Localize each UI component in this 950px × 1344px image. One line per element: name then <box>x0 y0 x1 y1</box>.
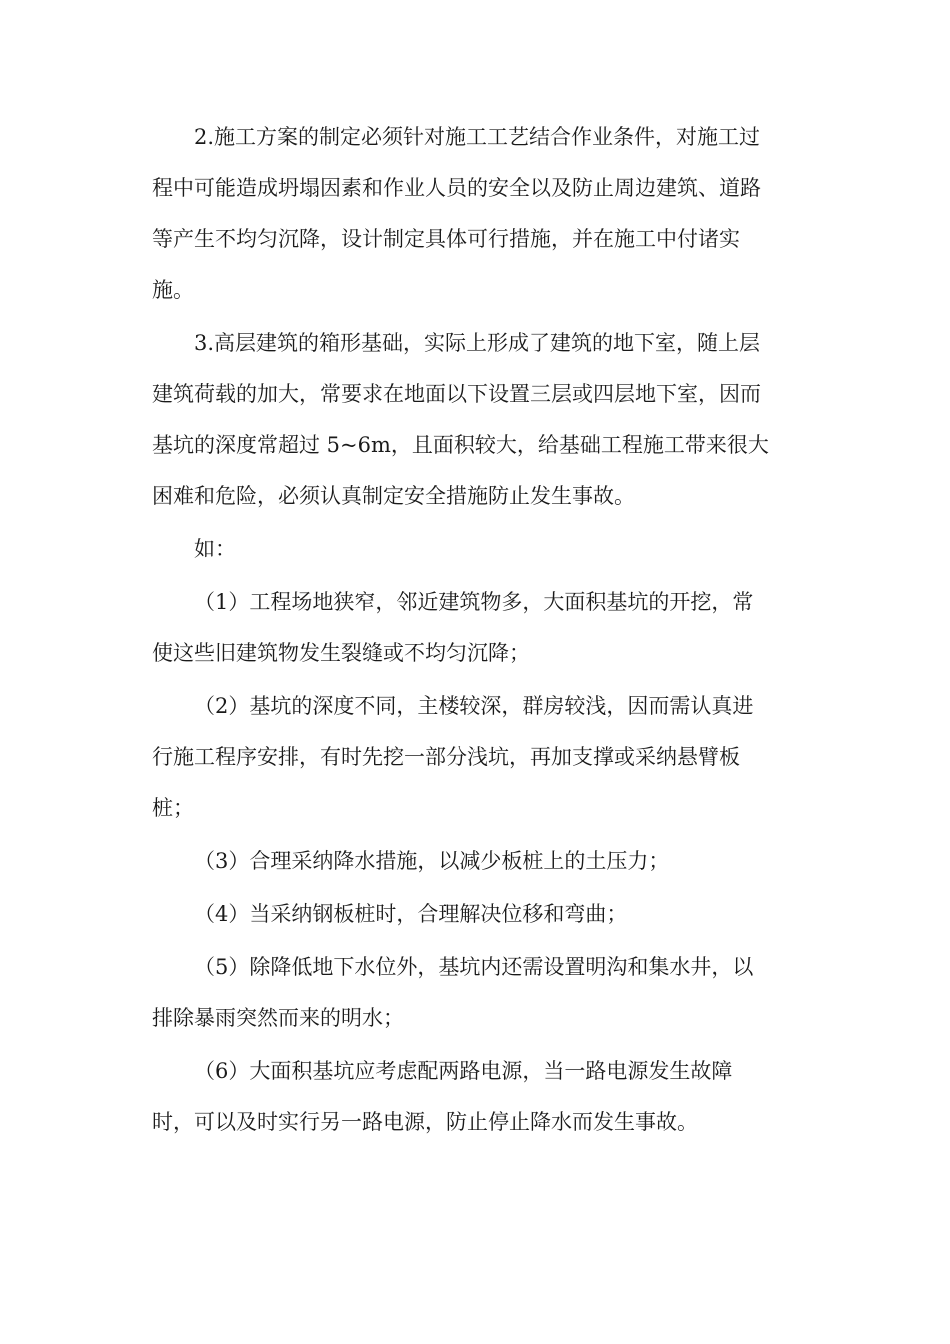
paragraph-line: 困难和危险，必须认真制定安全措施防止发生事故。 <box>152 484 635 508</box>
paragraph-line: 使这些旧建筑物发生裂缝或不均匀沉降； <box>152 641 530 665</box>
paragraph-line: （3）合理采纳降水措施，以减少板桩上的土压力； <box>194 849 670 873</box>
list-item-1 <box>152 577 802 679</box>
paragraph-construction-plan <box>152 112 802 316</box>
list-item-4 <box>152 889 802 940</box>
list-item-3 <box>152 836 802 887</box>
paragraph-line: 程中可能造成坍塌因素和作业人员的安全以及防止周边建筑、道路 <box>152 176 761 200</box>
paragraph-for-example <box>152 524 802 575</box>
paragraph-line: 3.高层建筑的箱形基础，实际上形成了建筑的地下室，随上层 <box>194 331 761 355</box>
paragraph-line: 2.施工方案的制定必须针对施工工艺结合作业条件，对施工过 <box>194 125 761 149</box>
paragraph-line: 行施工程序安排，有时先挖一部分浅坑，再加支撑或采纳悬臂板 <box>152 745 740 769</box>
paragraph-line: 时，可以及时实行另一路电源，防止停止降水而发生事故。 <box>152 1110 698 1134</box>
paragraph-line: 排除暴雨突然而来的明水； <box>152 1006 404 1030</box>
paragraph-line: （6）大面积基坑应考虑配两路电源，当一路电源发生故障 <box>194 1059 733 1083</box>
document-body <box>152 112 802 1150</box>
paragraph-line: 施。 <box>152 278 194 302</box>
paragraph-line: （1）工程场地狭窄，邻近建筑物多，大面积基坑的开挖，常 <box>194 590 754 614</box>
paragraph-line: （5）除降低地下水位外，基坑内还需设置明沟和集水井，以 <box>194 955 754 979</box>
paragraph-line: 基坑的深度常超过 5~6m，且面积较大，给基础工程施工带来很大 <box>152 433 769 457</box>
paragraph-line: 等产生不均匀沉降，设计制定具体可行措施，并在施工中付诸实 <box>152 227 740 251</box>
list-item-6 <box>152 1046 802 1148</box>
list-item-2 <box>152 681 802 834</box>
paragraph-line: 建筑荷载的加大，常要求在地面以下设置三层或四层地下室，因而 <box>152 382 761 406</box>
paragraph-box-foundation <box>152 318 802 522</box>
paragraph-line: （2）基坑的深度不同，主楼较深，群房较浅，因而需认真进 <box>194 694 754 718</box>
paragraph-line: （4）当采纳钢板桩时，合理解决位移和弯曲； <box>194 902 628 926</box>
paragraph-line: 桩； <box>152 796 194 820</box>
paragraph-line: 如： <box>194 537 236 561</box>
list-item-5 <box>152 942 802 1044</box>
